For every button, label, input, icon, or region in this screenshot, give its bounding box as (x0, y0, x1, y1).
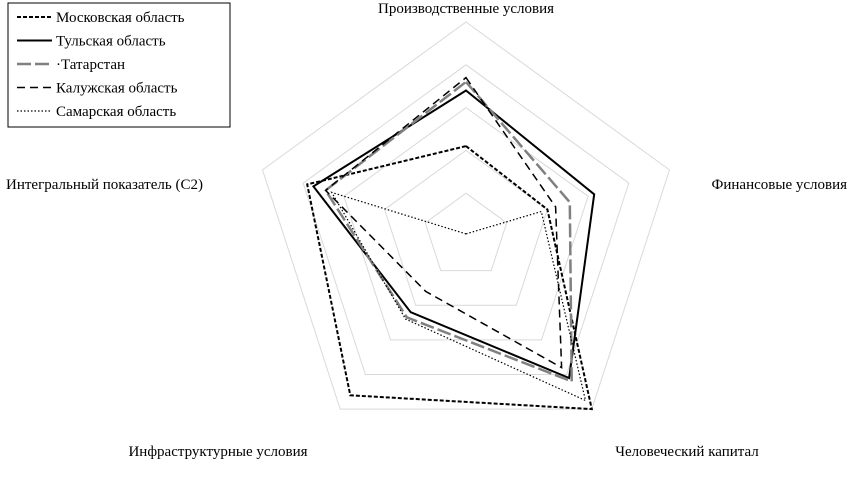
axis-label-finance: Финансовые условия (711, 177, 847, 193)
legend-label-1: Московская область (56, 10, 185, 26)
grid-ring-4 (303, 65, 629, 375)
legend-label-5: Самарская область (56, 104, 177, 120)
axis-label-human-capital: Человеческий капитал (615, 444, 759, 460)
radar-series (307, 78, 594, 410)
legend-label-4: Калужская область (56, 80, 178, 97)
grid-ring-1 (425, 193, 506, 270)
radar-grid (263, 22, 670, 409)
legend-label-2: Тульская область (56, 33, 166, 50)
legend (8, 3, 230, 127)
series-калужская-область (326, 78, 562, 368)
series-татарстан (326, 82, 572, 382)
legend-label-3: ·Татарстан (56, 57, 126, 73)
axis-label-integral: Интегральный показатель (С2) (6, 177, 203, 193)
axis-label-production: Производственные условия (377, 1, 555, 17)
grid-ring-2 (385, 150, 548, 305)
grid-ring-5 (263, 22, 670, 409)
axis-label-infrastructure: Инфраструктурные условия (128, 444, 308, 460)
